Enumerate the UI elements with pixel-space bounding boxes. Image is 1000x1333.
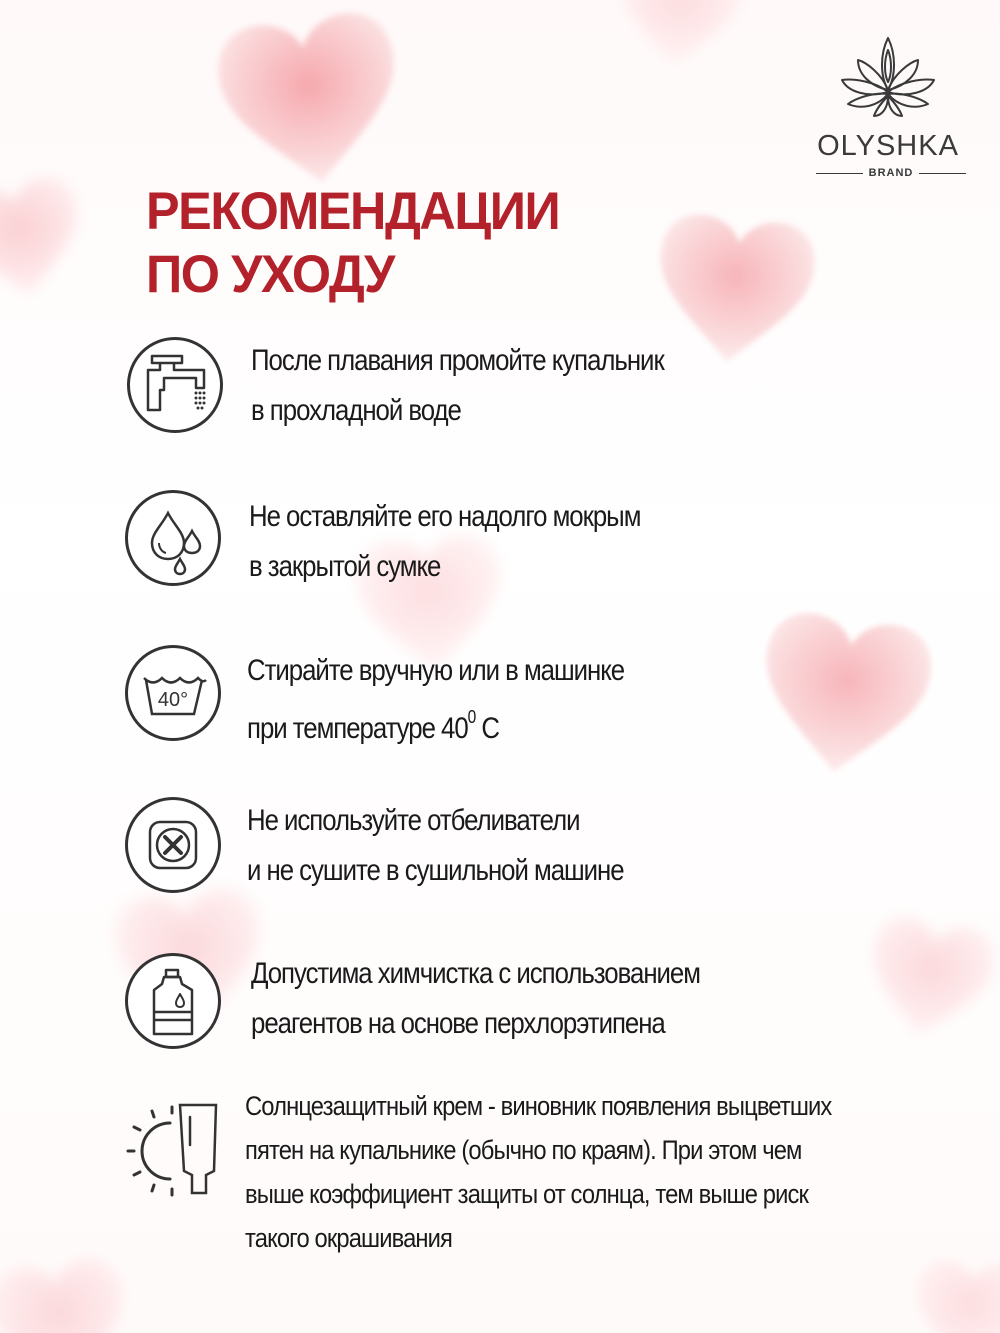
text-line: Стирайте вручную или в машинке [247, 654, 625, 687]
heart-shape [212, 8, 409, 195]
text-part: при температуре 40 [247, 712, 468, 745]
heart-shape [0, 173, 90, 305]
text-line: в закрытой сумке [249, 550, 441, 583]
text-line: реагентов на основе перхлорэтипена [251, 1007, 665, 1040]
faucet-icon [130, 340, 220, 430]
heart-shape [910, 1258, 1000, 1333]
care-text [247, 646, 624, 754]
icon-circle [125, 797, 221, 893]
text-line: выше коэффициент защиты от солнца, тем выше риск [245, 1179, 809, 1209]
heart-shape [614, 0, 744, 71]
heart-shape [0, 1254, 135, 1333]
brand-sub-row [816, 166, 966, 180]
text-line: такого окрашивания [245, 1223, 453, 1253]
text-line: и не сушите в сушильной машине [247, 854, 624, 887]
wash-40-icon [128, 648, 218, 738]
degree-sup: 0 [467, 707, 476, 727]
brand-sub: BRAND [868, 167, 914, 179]
heart-shape [860, 913, 999, 1045]
heart-shape [650, 211, 818, 370]
page-title [146, 180, 559, 306]
no-tumble-dry-icon [128, 800, 218, 890]
text-line: в прохладной воде [251, 394, 461, 427]
title-line-1: РЕКОМЕНДАЦИИ [146, 182, 560, 241]
brand-logo [808, 30, 968, 190]
heart-shape [752, 608, 937, 783]
text-line: Не используйте отбеливатели [247, 804, 580, 837]
care-text [251, 949, 700, 1049]
title-line-2: ПО УХОДУ [146, 245, 394, 304]
water-drops-icon [128, 493, 218, 583]
text-line [247, 696, 624, 754]
care-text [251, 336, 664, 436]
text-line: Не оставляйте его надолго мокрым [249, 500, 641, 533]
text-line: Допустима химчистка с использованием [251, 957, 700, 990]
text-part: С [475, 712, 499, 745]
care-text [245, 1084, 831, 1260]
care-text [249, 492, 640, 592]
brand-name: OLYSHKA [817, 130, 959, 162]
sun-cream-icon [120, 1097, 230, 1207]
icon-circle [125, 953, 221, 1049]
lotus-icon [836, 30, 940, 126]
icon-circle [127, 337, 223, 433]
care-text [247, 796, 624, 896]
wash-temperature-label: 40° [157, 689, 189, 711]
detergent-bottle-icon [128, 956, 218, 1046]
divider [919, 173, 966, 174]
text-line: После плавания промойте купальник [251, 344, 664, 377]
icon-circle [125, 645, 221, 741]
divider [816, 173, 863, 174]
text-line: Солнцезащитный крем - виновник появления выцветших [245, 1091, 832, 1121]
icon-circle [125, 490, 221, 586]
text-line: пятен на купальнике (обычно по краям). При этом чем [245, 1135, 802, 1165]
